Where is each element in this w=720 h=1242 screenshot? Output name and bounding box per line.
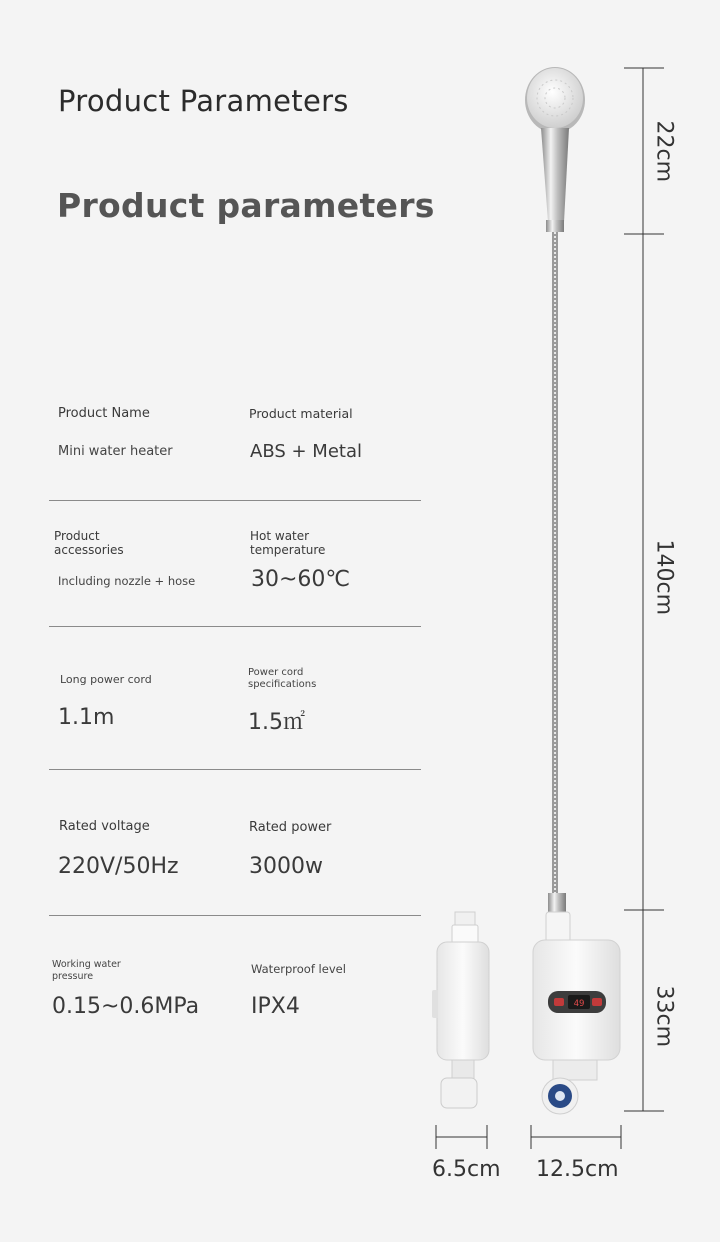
- waterproof-label: Waterproof level: [251, 962, 346, 976]
- shower-head-icon: [525, 67, 585, 232]
- cord-spec-label: Power cord specifications: [248, 667, 317, 690]
- page-subtitle: Product parameters: [57, 186, 435, 225]
- display-reading: 49: [573, 999, 585, 1009]
- page-title: Product Parameters: [58, 84, 349, 118]
- waterproof-value: IPX4: [251, 994, 300, 1019]
- temperature-label: Hot water temperature: [250, 529, 326, 557]
- water-pressure-label: Working water pressure: [52, 959, 121, 982]
- power-cord-label: Long power cord: [60, 673, 152, 686]
- rated-power-label: Rated power: [249, 820, 332, 835]
- horizontal-dimension-line: [436, 1125, 621, 1149]
- product-name-label: Product Name: [58, 406, 150, 421]
- cord-spec-value: 1.5㎡: [248, 710, 305, 735]
- water-pressure-value: 0.15~0.6MPa: [52, 994, 200, 1019]
- rated-power-value: 3000w: [249, 854, 323, 879]
- accessories-label: Product accessories: [54, 529, 124, 557]
- dim-shower-head: 22cm: [651, 120, 677, 183]
- heater-side-icon: [432, 912, 489, 1108]
- product-material-label: Product material: [249, 406, 353, 421]
- rated-voltage-label: Rated voltage: [59, 819, 150, 834]
- accessories-value: Including nozzle + hose: [58, 574, 196, 588]
- product-material-value: ABS + Metal: [250, 441, 362, 462]
- power-cord-value: 1.1m: [58, 705, 115, 730]
- dim-front-width: 12.5cm: [536, 1157, 619, 1182]
- dim-side-width: 6.5cm: [432, 1157, 501, 1182]
- dim-heater-height: 33cm: [651, 985, 677, 1048]
- dim-hose: 140cm: [651, 539, 677, 616]
- rated-voltage-value: 220V/50Hz: [58, 854, 179, 879]
- product-name-value: Mini water heater: [58, 444, 173, 459]
- temperature-value: 30~60℃: [251, 567, 351, 592]
